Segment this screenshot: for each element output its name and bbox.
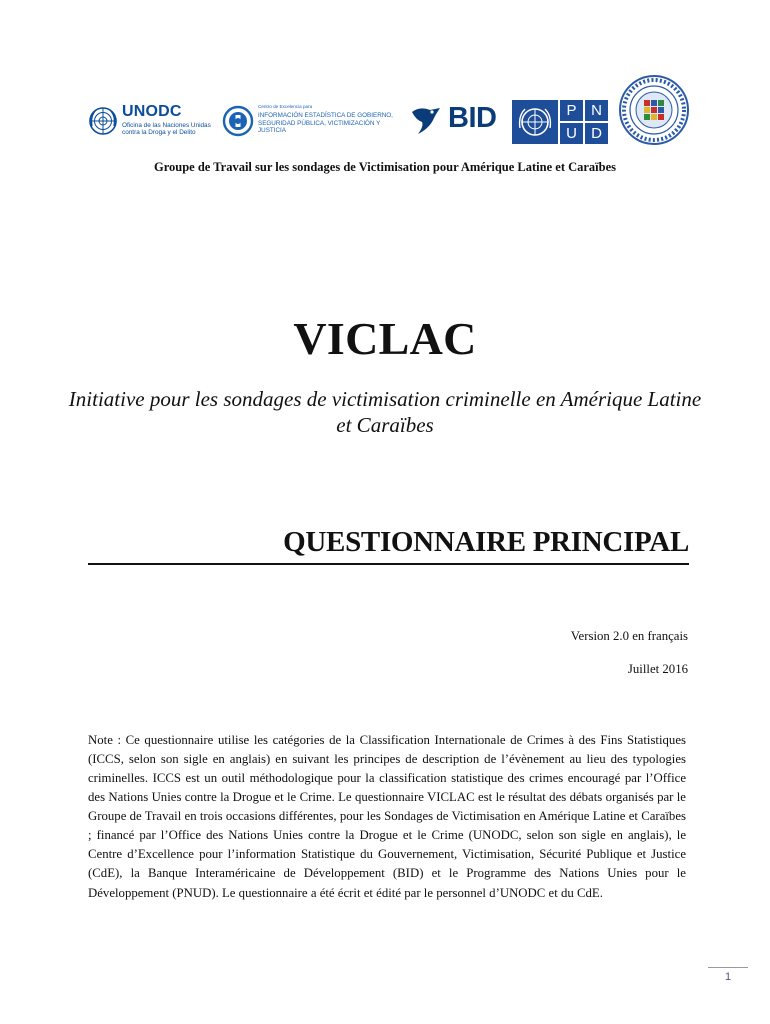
- document-subtitle: Initiative pour les sondages de victimisation criminelle en Amérique Latine et Caraïbes: [68, 387, 702, 437]
- un-emblem-icon: [88, 106, 118, 136]
- page-number-rule: [708, 967, 748, 968]
- pnud-letter: N: [585, 100, 608, 121]
- bid-bird-icon: [410, 104, 448, 138]
- unodc-wordmark: UNODC: [122, 103, 182, 120]
- pnud-letter: D: [585, 123, 608, 144]
- bid-wordmark: BID: [448, 102, 497, 134]
- questionnaire-heading: QUESTIONNAIRE PRINCIPAL: [283, 526, 689, 558]
- heading-underline: [88, 563, 689, 565]
- oea-seal-icon: [618, 74, 690, 146]
- document-title: VICLAC: [293, 313, 477, 364]
- cde-small-text: Centro de Excelencia para: [258, 104, 313, 109]
- pnud-letter-grid: [560, 100, 608, 144]
- bid-logo: [410, 102, 506, 140]
- partner-logos: [88, 70, 693, 152]
- date-label: Juillet 2016: [627, 662, 688, 676]
- pnud-letter: P: [560, 100, 583, 121]
- page-number: 1: [724, 971, 732, 983]
- pnud-letter: U: [560, 123, 583, 144]
- unodc-subtitle: Oficina de las Naciones Unidas contra la Droga y el Delito: [122, 122, 211, 137]
- working-group-title: Groupe de Travail sur les sondages de Victimisation pour Amérique Latine et Caraïbes: [153, 160, 617, 174]
- cde-logo: [222, 104, 402, 144]
- un-emblem-block: [512, 100, 558, 144]
- un-emblem-icon: [512, 100, 558, 144]
- version-label: Version 2.0 en français: [570, 629, 688, 643]
- cde-mark-icon: [222, 104, 254, 138]
- pnud-logo: [512, 100, 608, 144]
- oea-seal-logo: [618, 74, 690, 146]
- note-paragraph: Note : Ce questionnaire utilise les catégories de la Classification Internationale de Crimes à des Fins Statistiques (ICCS, selon son sigle en anglais) en suivant les principes de description de l’évènement au lieu des typologies criminelles. ICCS est un outil méthodologique pour la classification statistique des crimes encouragé par l’Office des Nations Unies contre la Drogue et le Crime. Le questionnaire VICLAC est le résultat des débats organisés par le Groupe de Travail en trois occasions différentes, pour les Sondages de Victimisation en Amérique Latine et Caraïbes ; financé par l’Office des Nations Unies contre la Drogue et le Crime (UNODC, selon son sigle en anglais), le Centre d’Excellence pour l’information Statistique du Gouvernement, Victimisation, Sécurité Publique et Justice (CdE), la Banque Interaméricaine de Développement (BID) et le Programme des Nations Unies pour le Développement (PNUD). Le questionnaire a été écrit et édité par le personnel d’UNODC et du CdE.: [88, 732, 686, 900]
- cde-main-text: INFORMACIÓN ESTADÍSTICA DE GOBIERNO, SEGURIDAD PÚBLICA, VICTIMIZACIÓN Y JUSTICIA: [258, 112, 393, 135]
- unodc-logo: [88, 104, 216, 144]
